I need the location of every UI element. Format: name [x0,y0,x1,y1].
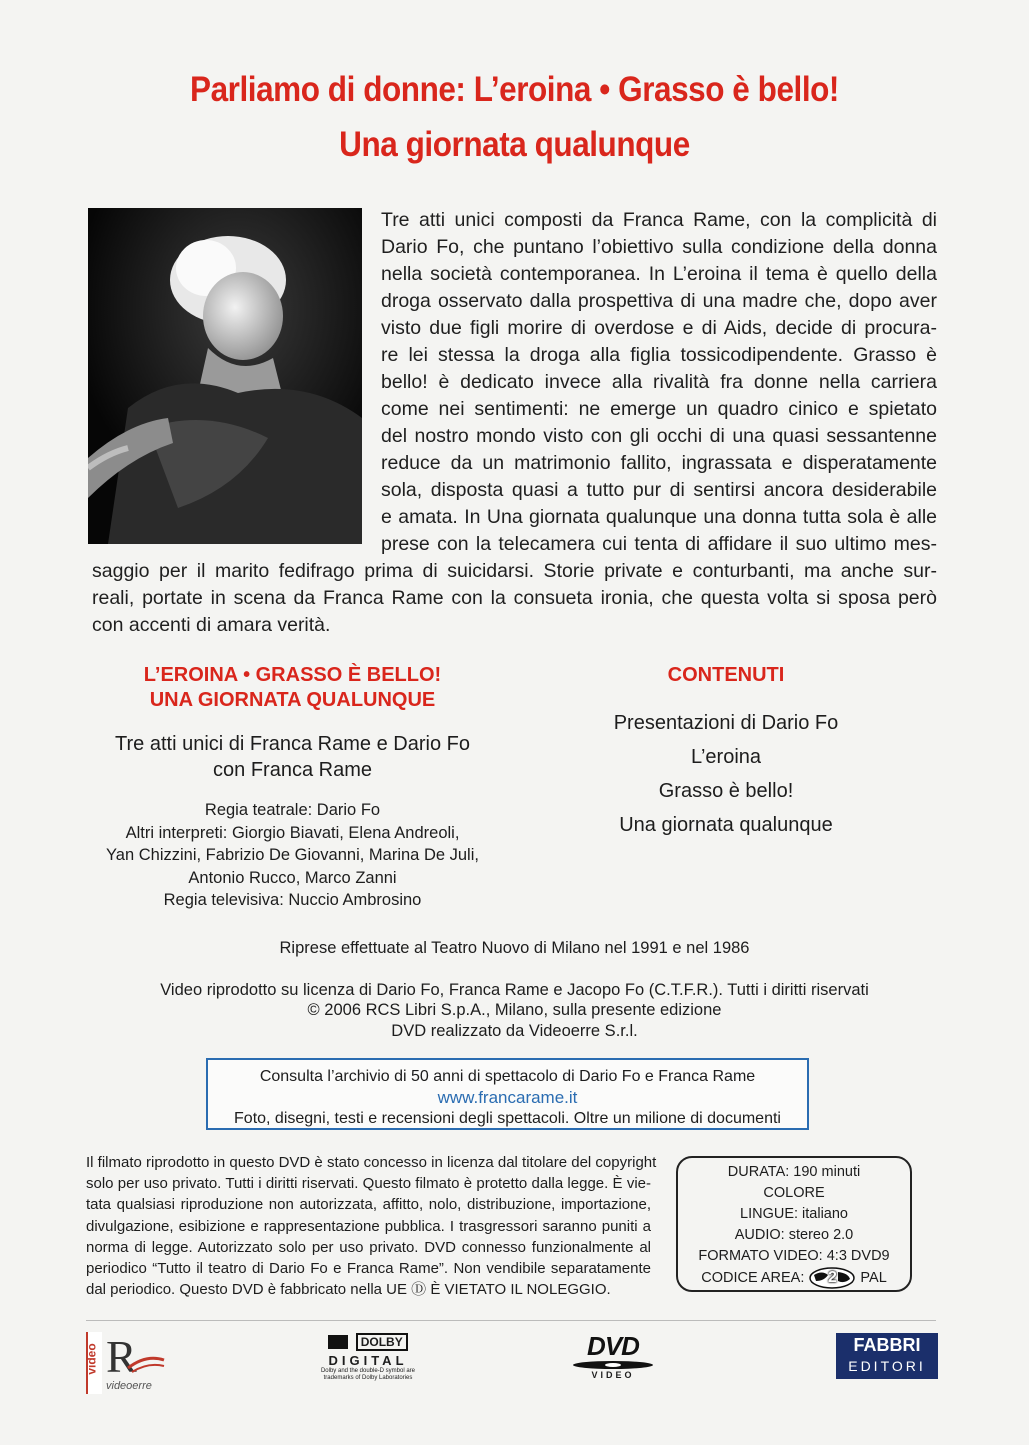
legal-line: periodico “Tutto il teatro di Dario Fo e Franca Rame”. Non vendibile separatamente [86,1260,651,1278]
videoerre-vertical-text: video [84,1343,99,1375]
credit-line: Antonio Rucco, Marco Zanni [188,868,397,887]
videoerre-logo [86,1330,172,1394]
archive-line-1: Consulta l’archivio di 50 anni di spettacolo di Dario Fo e Franca Rame [259,1068,756,1085]
spec-area-code: 2 [827,1269,837,1286]
videoerre-swoosh-icon [126,1354,166,1374]
synopsis-line: reali, portate in scena da Franca Rame con la consueta ironia, che questa volta si sposa però [92,587,937,609]
credits-heading-line-1: L’EROINA • GRASSO È BELLO! [143,664,442,686]
actress-silhouette [88,208,362,544]
spec-area-row [678,1267,910,1289]
synopsis-lower [92,558,937,639]
contents-heading: CONTENUTI [667,664,785,686]
synopsis-line: bello! è dedicato invece alla rivalità fra donne nella carriera [381,371,937,393]
legal-line: dal periodico. Questo DVD è fabbricato nella UE Ⓓ È VIETATO IL NOLEGGIO. [86,1281,611,1299]
credits-subtitle [90,731,495,783]
synopsis-line: re lei stessa la droga alla figlia tossicodipendente. Grasso è [381,344,937,366]
synopsis-line: nella società contemporanea. In L’eroina il tema è quello della [381,263,937,285]
spec-color: COLORE [763,1185,825,1201]
dolby-badge: DOLBY [356,1333,408,1351]
credits-section [90,663,495,912]
footer-divider [86,1320,936,1321]
dvd-video-label: VIDEO [591,1370,635,1380]
archive-box [206,1058,809,1130]
legal-line: divulgazione, esibizione e rappresentazione pubblica. I trasgressori saranno puniti a [86,1217,651,1235]
specs-box [676,1156,912,1292]
title-line-1: Parliamo di donne: L’eroina • Grasso è bello! [190,70,839,109]
dvd-wordmark: DVD [587,1331,639,1361]
license-note: Video riprodotto su licenza di Dario Fo, Franca Rame e Jacopo Fo (C.T.F.R.). Tutti i diritti riservati [160,981,869,999]
synopsis-line: Dario Fo, che puntano l’obiettivo sulla condizione della donna [381,236,937,258]
spec-audio: AUDIO: stereo 2.0 [734,1227,854,1243]
contents-item: Presentazioni di Dario Fo [613,712,839,734]
dvd-video-logo [570,1332,656,1384]
legal-notice [86,1152,657,1300]
credit-line: Regia teatrale: Dario Fo [204,801,381,819]
title-line-2: Una giornata qualunque [339,125,690,164]
dvd-producer-note: DVD realizzato da Videoerre S.r.l. [391,1022,638,1040]
fabbri-top: FABBRI [853,1335,921,1355]
legal-line: solo per uso privato. Tutti i diritti riservati. Questo filmato è protetto dalla legge. È vie- [86,1175,651,1193]
synopsis-line: come nei sentimenti: ne emerge un quadro cinico e spietato [381,398,937,420]
copyright-note: © 2006 RCS Libri S.p.A., Milano, sulla presente edizione [307,1001,722,1019]
videoerre-name: videoerre [106,1380,152,1392]
spec-area-system: PAL [860,1269,887,1286]
subtitle-line-1: Tre atti unici di Franca Rame e Dario Fo [115,733,470,755]
fabbri-bottom: EDITORI [848,1358,926,1374]
dolby-digital: DIGITAL [328,1353,408,1368]
credit-line: Regia televisiva: Nuccio Ambrosino [163,891,422,909]
credits-heading-line-2: UNA GIORNATA QUALUNQUE [149,689,436,711]
synopsis-line: droga osservato dalla prospettiva di una madre che, dopo aver [381,290,937,312]
spec-languages: LINGUE: italiano [740,1206,848,1222]
synopsis-line: sola, disposta quasi a tutto pur di sentirsi ancora desiderabile [381,479,937,501]
synopsis-line: e amata. In Una giornata qualunque una donna tutta sola è alle [381,506,937,528]
spec-video-format: FORMATO VIDEO: 4:3 DVD9 [698,1248,890,1264]
dolby-header [313,1333,423,1351]
contents-item: Grasso è bello! [658,780,794,802]
contents-list [596,706,856,842]
synopsis-line: reduce da un matrimonio fallito, ingrassata e disperatamente [381,452,937,474]
credit-line: Yan Chizzini, Fabrizio De Giovanni, Marina De Juli, [106,846,479,864]
legal-line: tata qualsiasi riproduzione non autorizzata, affitto, nolo, distribuzione, importazione, [86,1196,651,1214]
dolby-logo [313,1333,423,1393]
videoerre-r: R [106,1331,137,1382]
spec-duration: DURATA: 190 minuti [727,1164,861,1180]
spec-area-label: CODICE AREA: [701,1269,805,1286]
actress-photo [88,208,362,544]
fabbri-editori-logo [836,1333,938,1379]
dolby-dd-icon [328,1335,348,1349]
credit-line: Altri interpreti: Giorgio Biavati, Elena Andreoli, [125,823,460,842]
region-globe-icon [808,1267,856,1289]
synopsis-line: visto due figli morire di overdose e di Aids, decide di procura- [381,317,937,339]
contents-item: Una giornata qualunque [619,814,833,836]
archive-line-3: Foto, disegni, testi e recensioni degli spettacoli. Oltre un milione di documenti [234,1110,781,1127]
synopsis-upper [381,207,937,558]
synopsis-line: del nostro mondo visto con gli occhi di una quasi sessantenne [381,425,937,447]
synopsis-line: prese con la telecamera cui tenta di affidare il suo ultimo mes- [381,533,937,555]
archive-url[interactable]: www.francarame.it [437,1088,578,1107]
legal-line: norma di legge. Autorizzato solo per uso privato. DVD connesso funzionalmente al [86,1238,651,1256]
dvd-disc-icon [570,1360,656,1370]
synopsis-line: saggio per il marito fedifrago prima di suicidarsi. Storie private e conturbanti, ma anche sur- [92,560,937,582]
subtitle-line-2: con Franca Rame [213,759,372,781]
credits-list [90,799,495,912]
synopsis-line: Tre atti unici composti da Franca Rame, con la complicità di [381,209,937,231]
recording-note: Riprese effettuate al Teatro Nuovo di Milano nel 1991 e nel 1986 [279,939,750,957]
dolby-note-1: Dolby and the double-D symbol are [320,1368,416,1374]
contents-item: L’eroina [690,746,762,768]
contents-section [596,663,856,842]
dolby-note-2: trademarks of Dolby Laboratories [323,1375,413,1381]
synopsis-line: con accenti di amara verità. [92,614,331,636]
legal-line: Il filmato riprodotto in questo DVD è stato concesso in licenza dal titolare del copyright [86,1154,657,1171]
